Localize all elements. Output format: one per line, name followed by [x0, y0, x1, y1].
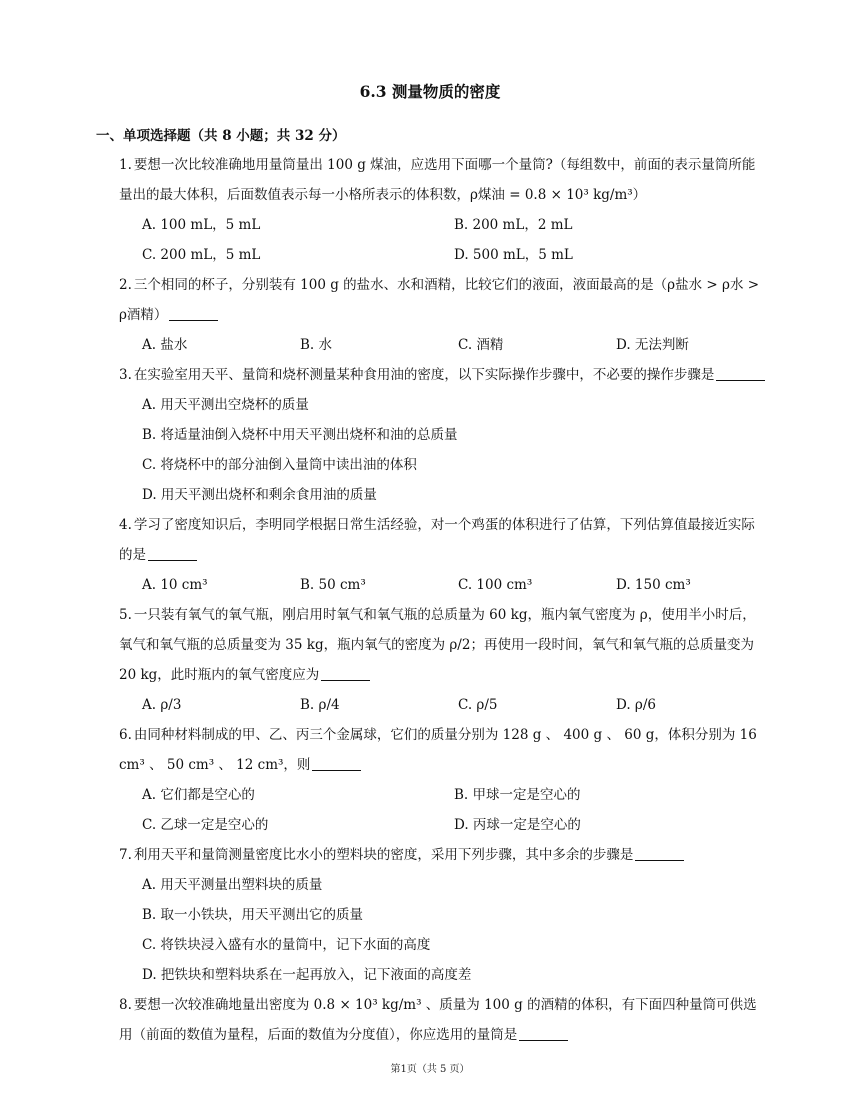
option-d: D. 把铁块和塑料块系在一起再放入，记下液面的高度差	[142, 967, 472, 983]
answer-blank	[321, 666, 370, 681]
option-a: A. 用天平测量出塑料块的质量	[142, 877, 323, 893]
option-b: B. 200 mL，2 mL	[454, 217, 573, 233]
question-stem: 1. 要想一次比较准确地用量筒量出 100 g 煤油，应选用下面哪一个量筒?（每组数中，前面的表示量筒所能量出的最大体积，后面数值表示每一小格所表示的体积数，ρ煤油 = 0.8 × 10³ kg/m³）	[119, 157, 756, 203]
option-d: D. ρ/6	[616, 697, 656, 713]
question-6	[0, 720, 860, 840]
question-stem: 3. 在实验室用天平、量筒和烧杯测量某种食用油的密度，以下实际操作步骤中，不必要的操作步骤是	[119, 360, 767, 390]
question-stem: 8. 要想一次较准确地量出密度为 0.8 × 10³ kg/m³ 、质量为 100 g 的酒精的体积，有下面四种量筒可供选用（前面的数值为量程，后面的数值为分度值），你应选用的量筒是	[119, 997, 757, 1043]
question-8	[0, 990, 860, 1050]
option-d: D. 丙球一定是空心的	[454, 817, 581, 833]
question-3	[0, 360, 860, 510]
answer-blank	[169, 306, 218, 321]
question-stem: 6. 由同种材料制成的甲、乙、丙三个金属球，它们的质量分别为 128 g 、 400 g 、 60 g，体积分别为 16 cm³ 、 50 cm³ 、 12 cm³，则	[119, 727, 757, 773]
option-d: D. 500 mL，5 mL	[454, 247, 573, 263]
option-a: A. ρ/3	[142, 697, 182, 713]
question-stem: 2. 三个相同的杯子，分别装有 100 g 的盐水、水和酒精，比较它们的液面，液面最高的是（ρ盐水 > ρ水 > ρ酒精）	[119, 277, 760, 323]
page-footer: 第1页（共 5 页）	[390, 1064, 470, 1075]
option-d: D. 无法判断	[616, 337, 689, 353]
question-stem: 4. 学习了密度知识后，李明同学根据日常生活经验，对一个鸡蛋的体积进行了估算，下列估算值最接近实际的是	[119, 517, 755, 563]
answer-blank	[519, 1026, 568, 1041]
options	[142, 330, 782, 360]
options	[142, 210, 782, 270]
option-c: C. 将铁块浸入盛有水的量筒中，记下水面的高度	[142, 937, 431, 953]
options	[142, 570, 782, 600]
option-b: B. 取一小铁块，用天平测出它的质量	[142, 907, 364, 923]
question-list	[0, 150, 860, 1050]
page-title: 6.3 测量物质的密度	[359, 82, 501, 101]
options	[142, 870, 782, 990]
option-c: C. 乙球一定是空心的	[142, 817, 269, 833]
option-a: A. 它们都是空心的	[142, 787, 255, 803]
question-1	[0, 150, 860, 270]
option-b: B. 水	[300, 337, 333, 353]
option-a: A. 100 mL，5 mL	[142, 217, 261, 233]
option-a: A. 用天平测出空烧杯的质量	[142, 397, 309, 413]
question-5	[0, 600, 860, 720]
answer-blank	[635, 846, 684, 861]
question-stem: 7. 利用天平和量筒测量密度比水小的塑料块的密度，采用下列步骤，其中多余的步骤是	[119, 840, 767, 870]
option-b: B. 将适量油倒入烧杯中用天平测出烧杯和油的总质量	[142, 427, 458, 443]
options	[142, 690, 782, 720]
answer-blank	[312, 756, 361, 771]
option-c: C. 将烧杯中的部分油倒入量筒中读出油的体积	[142, 457, 417, 473]
question-7	[0, 840, 860, 990]
section-heading: 一、单项选择题（共 8 小题；共 32 分）	[96, 128, 346, 144]
option-b: B. 50 cm³	[300, 577, 366, 593]
answer-blank	[716, 366, 765, 381]
question-stem: 5. 一只装有氧气的氧气瓶，刚启用时氧气和氧气瓶的总质量为 60 kg，瓶内氧气密度为 ρ，使用半小时后，氧气和氧气瓶的总质量变为 35 kg，瓶内氧气的密度为 ρ/2；再使用一段时间，氧气和氧气瓶的总质量变为 20 kg，此时瓶内的氧气密度应为	[119, 607, 756, 683]
option-c: C. ρ/5	[458, 697, 498, 713]
answer-blank	[148, 546, 197, 561]
option-c: C. 200 mL，5 mL	[142, 247, 261, 263]
options	[142, 390, 782, 510]
options	[142, 780, 782, 840]
option-a: A. 盐水	[142, 337, 188, 353]
option-c: C. 酒精	[458, 337, 504, 353]
option-d: D. 150 cm³	[616, 577, 691, 593]
question-4	[0, 510, 860, 600]
option-a: A. 10 cm³	[142, 577, 208, 593]
option-c: C. 100 cm³	[458, 577, 533, 593]
question-2	[0, 270, 860, 360]
option-b: B. ρ/4	[300, 697, 340, 713]
option-d: D. 用天平测出烧杯和剩余食用油的质量	[142, 487, 377, 503]
option-b: B. 甲球一定是空心的	[454, 787, 581, 803]
